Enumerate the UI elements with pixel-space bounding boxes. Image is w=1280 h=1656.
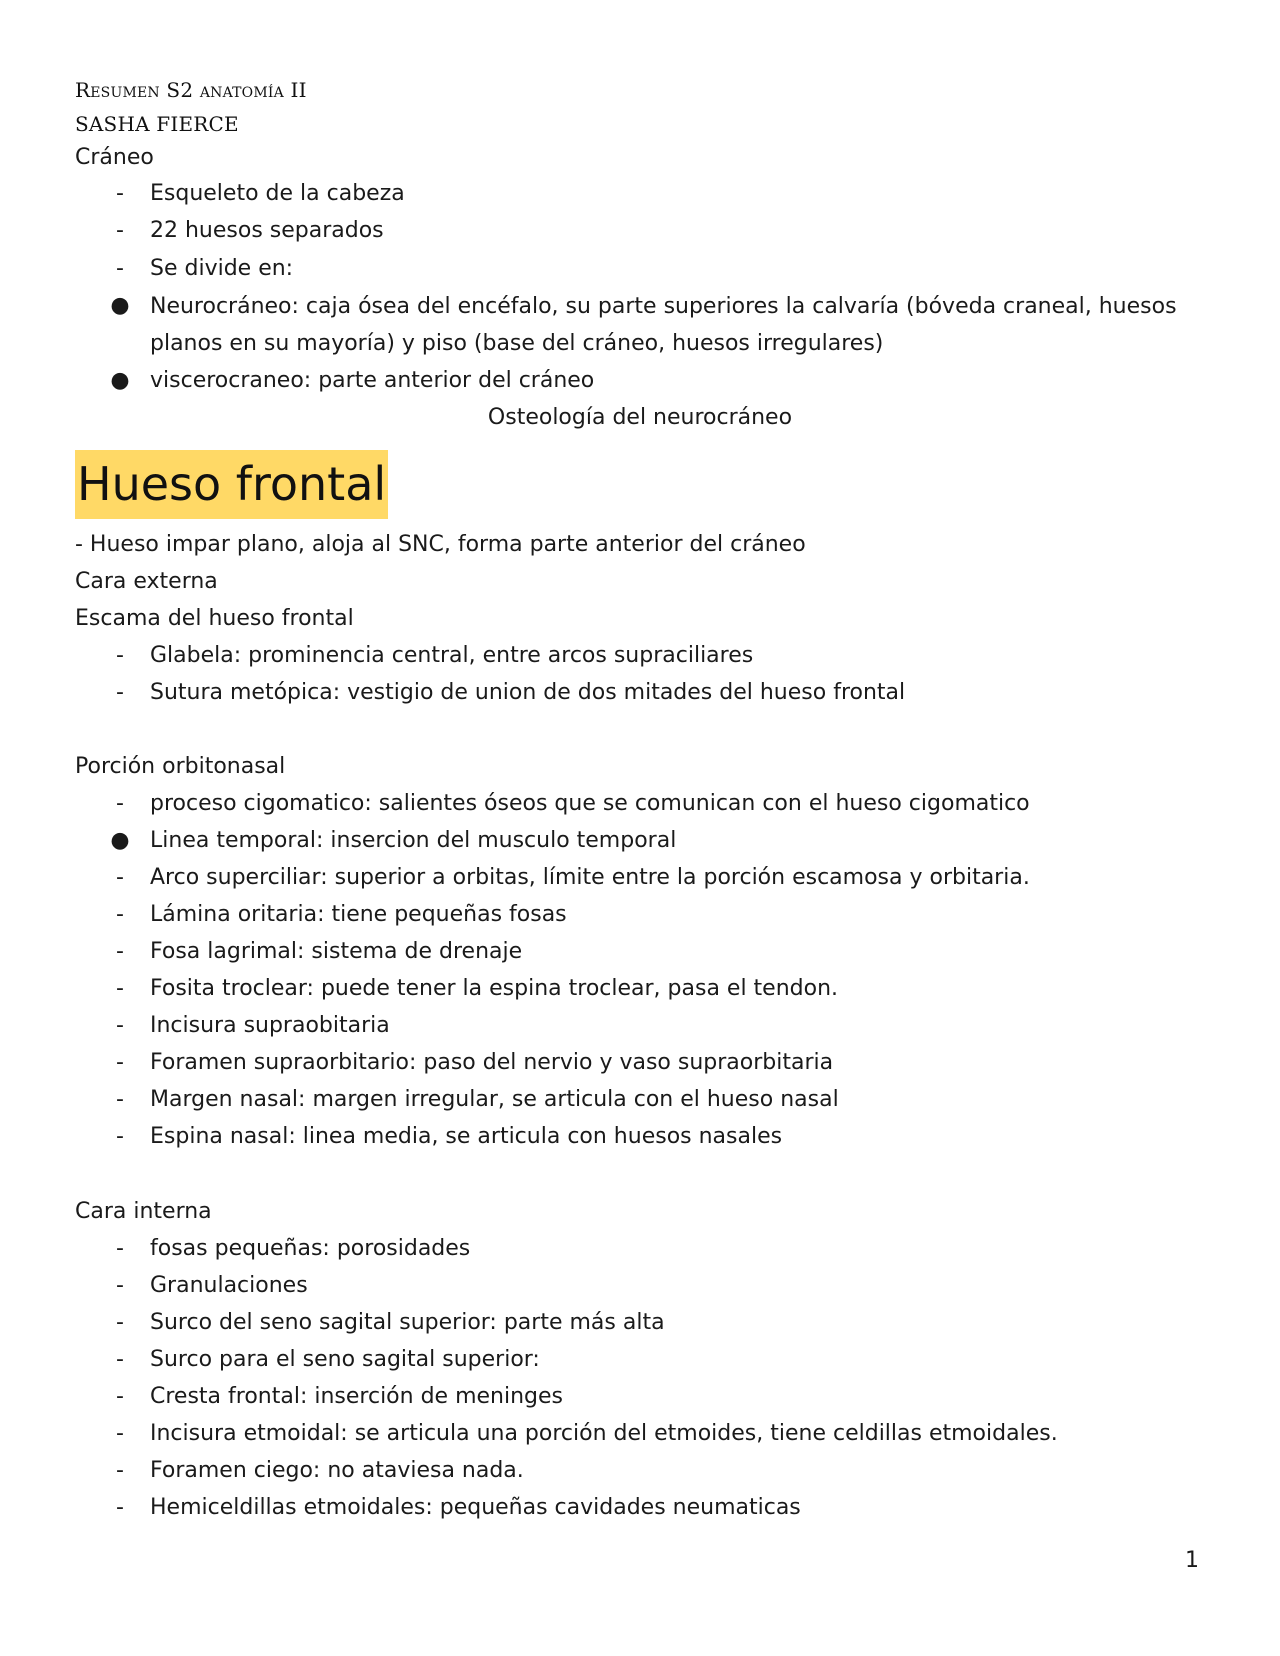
list-marker: - xyxy=(116,1384,124,1409)
list-marker: - xyxy=(116,1458,124,1483)
list-marker: - xyxy=(116,902,124,927)
list-marker: - xyxy=(116,1347,124,1372)
craneo-title: Cráneo xyxy=(75,145,154,170)
list-marker: - xyxy=(116,181,124,206)
list-item: Hemiceldillas etmoidales: pequeñas cavidades neumaticas xyxy=(150,1495,801,1520)
list-item: Glabela: prominencia central, entre arcos supraciliares xyxy=(150,643,754,668)
document-title: Resumen S2 anatomía II xyxy=(75,78,307,102)
page-number: 1 xyxy=(1185,1548,1199,1573)
list-marker: - xyxy=(116,791,124,816)
list-item: Sutura metópica: vestigio de union de dos mitades del hueso frontal xyxy=(150,680,906,705)
list-marker: - xyxy=(116,865,124,890)
list-marker: - xyxy=(116,1273,124,1298)
bullet-marker: ● xyxy=(110,293,130,318)
list-marker: - xyxy=(116,643,124,668)
bullet-marker: ● xyxy=(110,828,130,853)
list-marker: - xyxy=(116,939,124,964)
orbitonasal-title: Porción orbitonasal xyxy=(75,754,286,779)
list-marker: - xyxy=(116,1050,124,1075)
list-marker: - xyxy=(116,1236,124,1261)
list-item: Foramen ciego: no ataviesa nada. xyxy=(150,1458,524,1483)
page-heading: Hueso frontal xyxy=(77,457,387,511)
list-item: Foramen supraorbitario: paso del nervio y vaso supraorbitaria xyxy=(150,1050,834,1075)
list-marker: - xyxy=(116,1310,124,1335)
list-marker: - xyxy=(116,218,124,243)
author-name: SASHA FIERCE xyxy=(75,112,239,136)
heading-highlight xyxy=(75,450,388,519)
cara-externa-title: Cara externa xyxy=(75,569,218,594)
list-item: Surco para el seno sagital superior: xyxy=(150,1347,540,1372)
list-item: Granulaciones xyxy=(150,1273,308,1298)
list-item: fosas pequeñas: porosidades xyxy=(150,1236,471,1261)
cara-interna-title: Cara interna xyxy=(75,1199,212,1224)
list-marker: - xyxy=(116,256,124,281)
escama-title: Escama del hueso frontal xyxy=(75,606,354,631)
list-item: Incisura etmoidal: se articula una porción del etmoides, tiene celdillas etmoidales. xyxy=(150,1421,1058,1446)
list-marker: - xyxy=(116,680,124,705)
list-marker: - xyxy=(116,1124,124,1149)
list-item: Se divide en: xyxy=(150,256,294,281)
list-marker: - xyxy=(116,976,124,1001)
list-item: viscerocraneo: parte anterior del cráneo xyxy=(150,368,595,393)
intro-text: - Hueso impar plano, aloja al SNC, forma parte anterior del cráneo xyxy=(75,532,806,557)
list-marker: - xyxy=(116,1087,124,1112)
list-marker: - xyxy=(116,1495,124,1520)
list-item: Surco del seno sagital superior: parte más alta xyxy=(150,1310,665,1335)
list-item: Incisura supraobitaria xyxy=(150,1013,390,1038)
bullet-marker: ● xyxy=(110,368,130,393)
list-marker: - xyxy=(116,1013,124,1038)
list-item: Margen nasal: margen irregular, se articula con el hueso nasal xyxy=(150,1087,839,1112)
list-item: 22 huesos separados xyxy=(150,218,384,243)
list-item: Fosita troclear: puede tener la espina troclear, pasa el tendon. xyxy=(150,976,839,1001)
section-title: Osteología del neurocráneo xyxy=(487,405,793,430)
list-item: Neurocráneo: caja ósea del encéfalo, su parte superiores la calvaría (bóveda craneal, huesos planos en su mayoría) y piso (base del cráneo, huesos irregulares) xyxy=(150,294,1177,356)
list-item: Cresta frontal: inserción de meninges xyxy=(150,1384,563,1409)
list-item: Esqueleto de la cabeza xyxy=(150,181,405,206)
list-marker: - xyxy=(116,1421,124,1446)
list-item: Espina nasal: linea media, se articula con huesos nasales xyxy=(150,1124,783,1149)
list-item: Fosa lagrimal: sistema de drenaje xyxy=(150,939,523,964)
list-item: proceso cigomatico: salientes óseos que se comunican con el hueso cigomatico xyxy=(150,791,1030,816)
list-item: Arco superciliar: superior a orbitas, límite entre la porción escamosa y orbitaria. xyxy=(150,865,1030,890)
list-item: Lámina oritaria: tiene pequeñas fosas xyxy=(150,902,567,927)
list-item: Linea temporal: insercion del musculo temporal xyxy=(150,828,677,853)
